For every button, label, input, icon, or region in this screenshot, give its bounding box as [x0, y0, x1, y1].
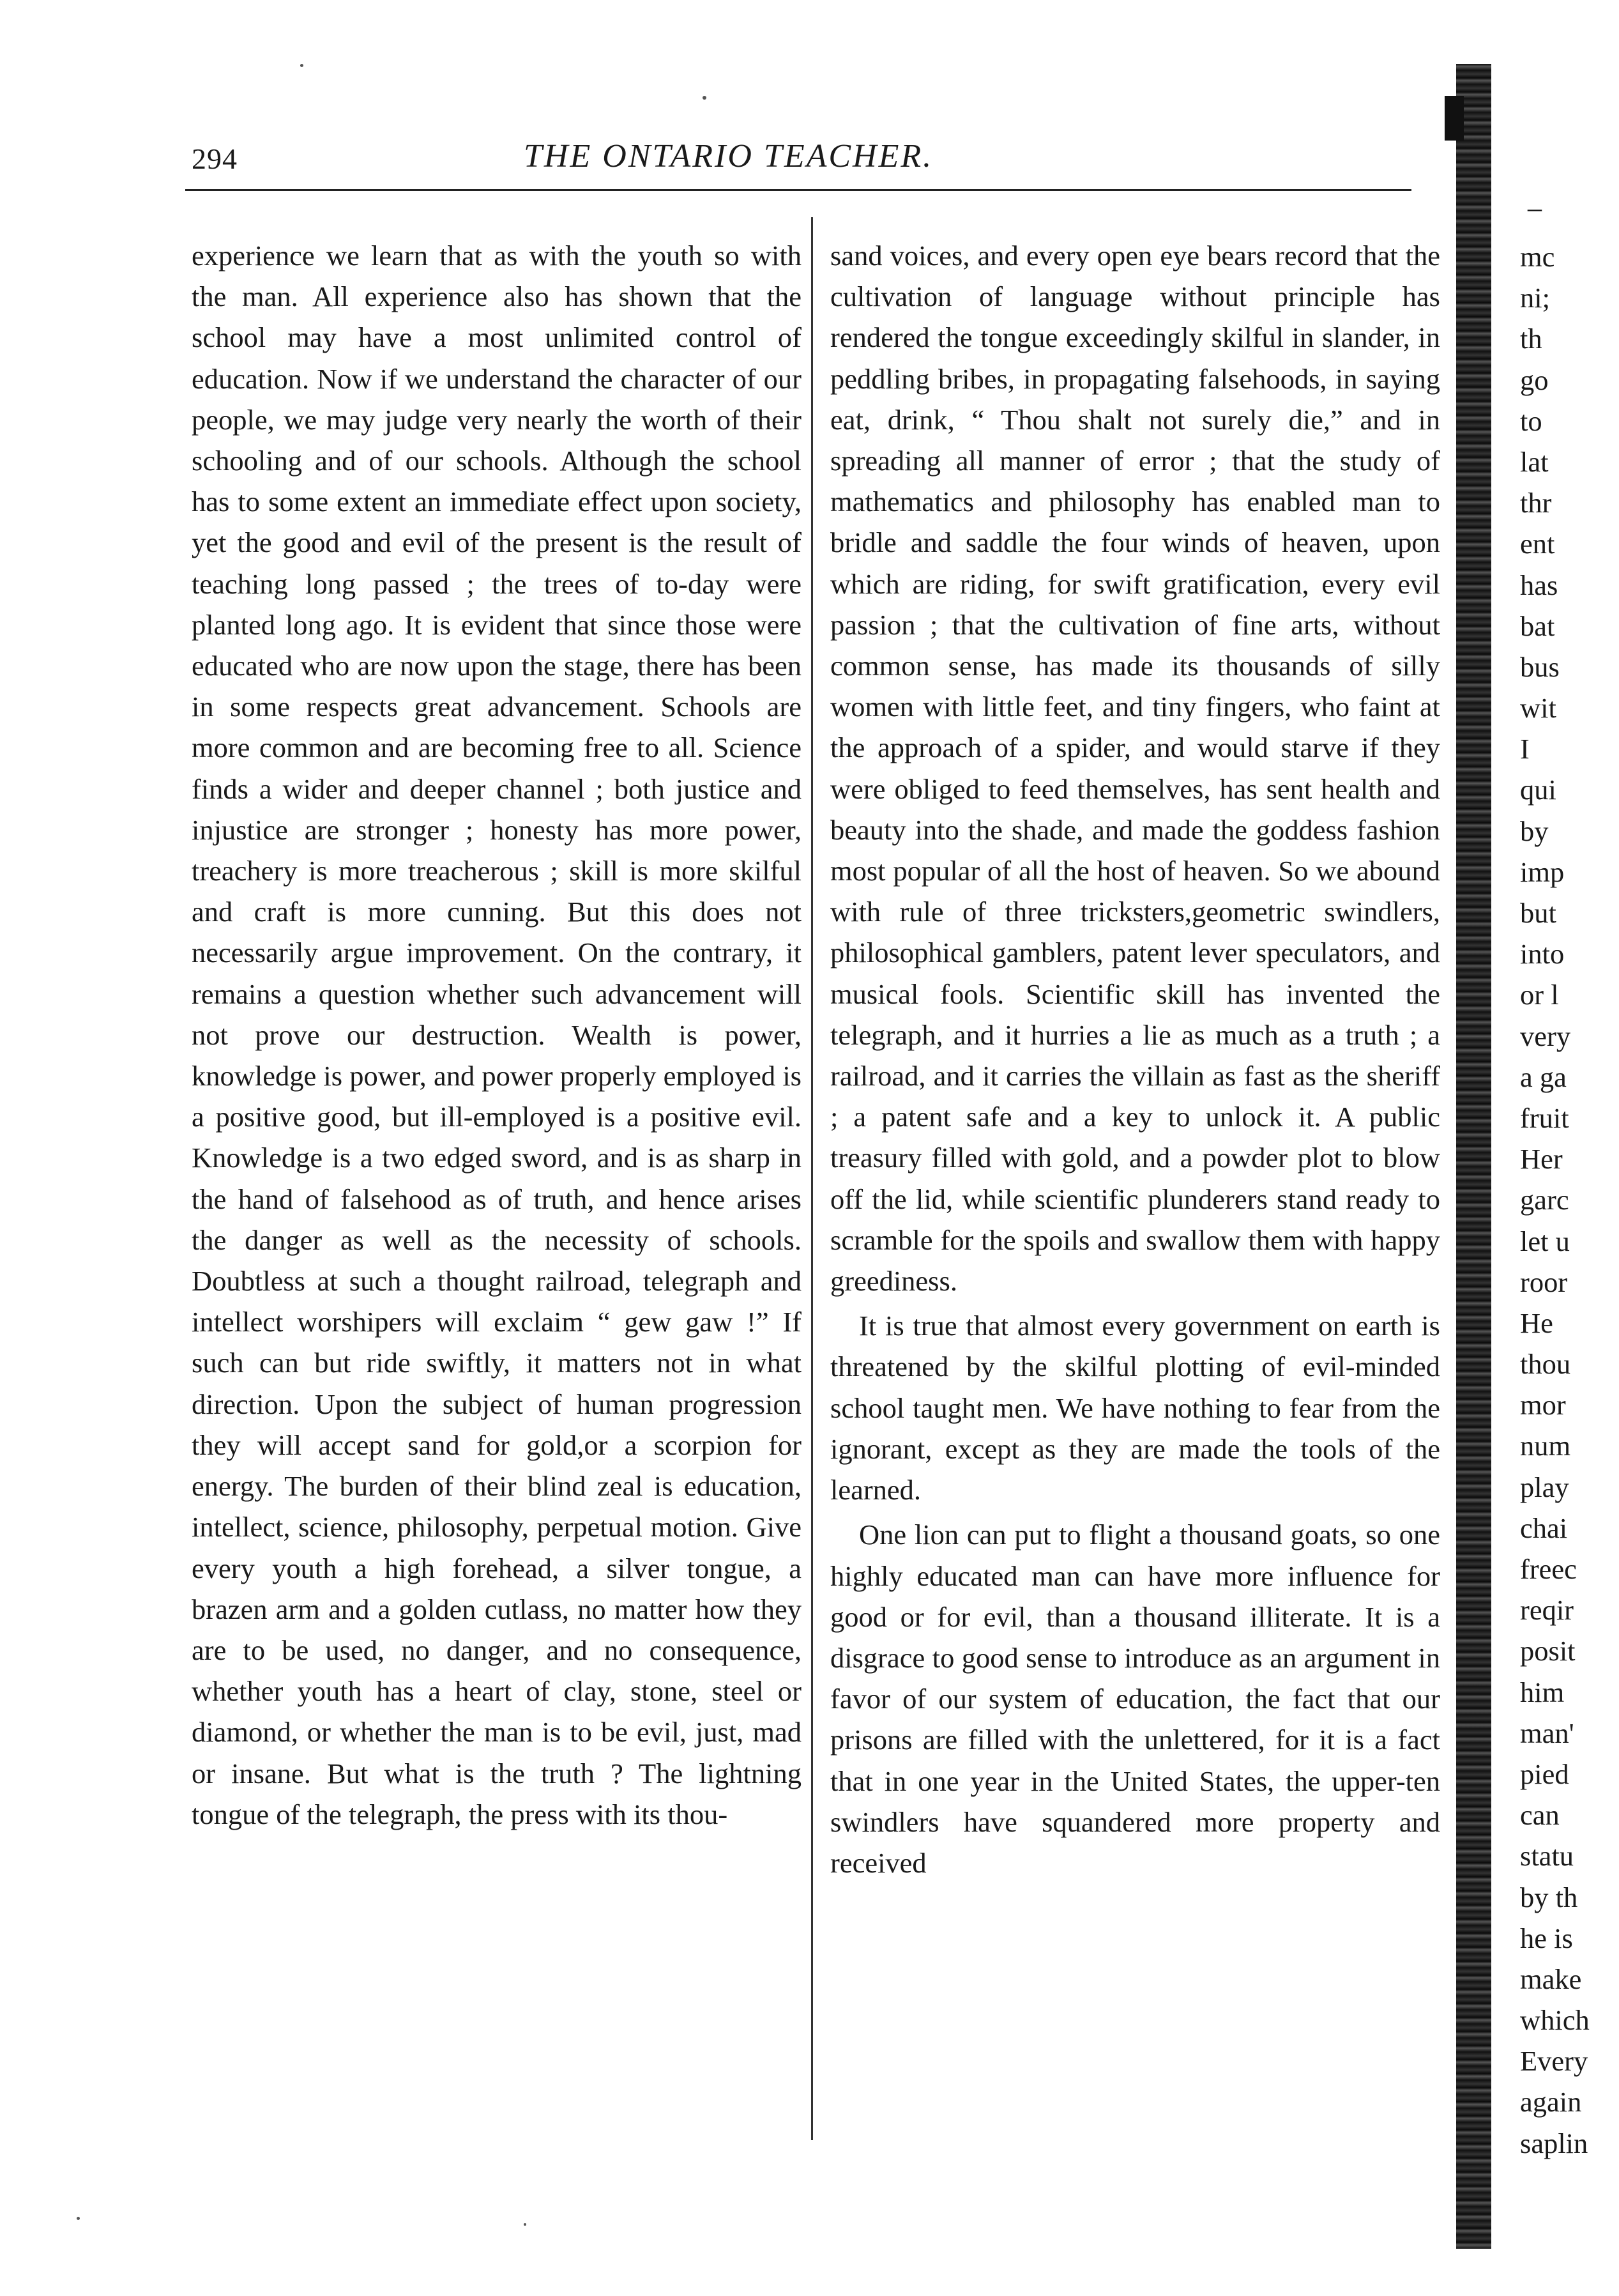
- fragment-line: pied: [1520, 1757, 1569, 1790]
- fragment-line: or l: [1520, 979, 1559, 1011]
- next-page-dash: –: [1528, 192, 1542, 224]
- binding-edge-strip: [1456, 0, 1491, 2296]
- fragment-line: to: [1520, 404, 1542, 437]
- fragment-line: wit: [1520, 692, 1556, 724]
- speck: [300, 64, 303, 67]
- fragment-line: Her: [1520, 1143, 1563, 1175]
- fragment-line: him: [1520, 1676, 1565, 1708]
- page-tab-mark: [1445, 96, 1464, 141]
- fragment-line: into: [1520, 938, 1565, 970]
- fragment-line: again: [1520, 2086, 1582, 2118]
- fragment-line: freec: [1520, 1553, 1577, 1585]
- fragment-line: let u: [1520, 1225, 1570, 1257]
- fragment-line: He: [1520, 1306, 1553, 1339]
- binding-edge-gap: [1455, 2249, 1493, 2296]
- right-paragraph: One lion can put to flight a thousand goats, so one highly educated man can have more influence for good or for evil, than a thousand illiterate. It is a disgrace to good sense to introduce as an argument in favor of our system of education, the fact that our prisons are filled with the unlettered, for it is a fact that in one year in the United States, the upper-ten swindlers have squandered more property and received: [830, 1519, 1440, 1879]
- fragment-line: saplin: [1520, 2127, 1588, 2159]
- header-rule: [185, 189, 1411, 191]
- speck: [703, 96, 706, 100]
- fragment-line: I: [1520, 733, 1530, 765]
- fragment-line: he is: [1520, 1922, 1573, 1954]
- fragment-line: statu: [1520, 1840, 1574, 1872]
- left-paragraph: experience we learn that as with the youth so with the man. All experience also has shown that the school may have a most unlimited control of education. Now if we understand the character of our people, we may judge very nearly the worth of their schooling and of our schools. Although the school has to some extent an immediate effect upon society, yet the good and evil of the present is the result of teaching long passed ; the trees of to-day were planted long ago. It is evident that since those were educated who are now upon the stage, there has been in some respects great advancement. Schools are more common and are becoming free to all. Science finds a wider and deeper channel ; both justice and injustice are stronger ; honesty has more power, treachery is more treacherous ; skill is more skilful and craft is more cunning. But this does not necessarily argue improvement. On the contrary, it remains a question whether such advancement will not prove our destruction. Wealth is power, knowledge is power, and power properly employed is a positive good, but ill-employed is a positive evil. Knowledge is a two edged sword, and is as sharp in the hand of falsehood as of truth, and hence arises the danger as well as the necessity of schools. Doubtless at such a thought railroad, telegraph and intellect worshipers will exclaim “ gew gaw !” If such can but ride swiftly, it matters not in what direction. Upon the subject of human progression they will accept sand for gold,or a scorpion for energy. The burden of their blind zeal is education, intellect, science, philosophy, perpetual motion. Give every youth a high forehead, a silver tongue, a brazen arm and a golden cutlass, no matter how they are to be used, no danger, and no consequence, whether youth has a heart of clay, stone, steel or diamond, or whether the man is to be evil, just, mad or insane. But what is the truth ? The lightning tongue of the telegraph, the press with its thou-: [192, 240, 802, 1830]
- page-number: 294: [192, 142, 238, 175]
- fragment-line: lat: [1520, 445, 1549, 478]
- fragment-line: man': [1520, 1717, 1574, 1749]
- fragment-line: imp: [1520, 855, 1565, 888]
- fragment-line: mor: [1520, 1389, 1566, 1421]
- fragment-line: by th: [1520, 1881, 1578, 1913]
- fragment-line: bus: [1520, 650, 1560, 683]
- fragment-line: bat: [1520, 609, 1555, 642]
- fragment-line: by: [1520, 815, 1549, 847]
- fragment-line: th: [1520, 323, 1542, 355]
- right-column: [830, 235, 1440, 1883]
- fragment-line: ni;: [1520, 282, 1550, 314]
- fragment-line: garc: [1520, 1184, 1569, 1216]
- column-divider: [811, 217, 813, 2140]
- fragment-line: qui: [1520, 774, 1556, 806]
- fragment-line: play: [1520, 1471, 1569, 1503]
- fragment-line: reqir: [1520, 1594, 1574, 1626]
- fragment-line: go: [1520, 364, 1549, 396]
- fragment-line: chai: [1520, 1512, 1568, 1544]
- fragment-line: fruit: [1520, 1101, 1569, 1134]
- fragment-line: which: [1520, 2004, 1590, 2037]
- fragment-line: mc: [1520, 241, 1555, 273]
- right-paragraph: It is true that almost every government on earth is threatened by the skilful plotting of evil-minded school taught men. We have nothing to fear from the ignorant, except as they are made the tools of the learned.: [830, 1310, 1440, 1506]
- fragment-line: very: [1520, 1020, 1571, 1052]
- fragment-line: Every: [1520, 2045, 1588, 2078]
- speck: [524, 2223, 526, 2226]
- fragment-line: a ga: [1520, 1060, 1567, 1093]
- fragment-line: thou: [1520, 1348, 1571, 1381]
- fragment-line: num: [1520, 1430, 1571, 1462]
- right-paragraph: sand voices, and every open eye bears record that the cultivation of language without principle has rendered the tongue exceedingly skilful in slander, in peddling bribes, in propagating falsehoods, in saying eat, drink, “ Thou shalt not surely die,” and in spreading all manner of error ; that the study of mathematics and philosophy has enabled man to bridle and saddle the four winds of heaven, upon which are riding, for swift gratification, every evil passion ; that the cultivation of fine arts, without common sense, has made its thousands of silly women with little feet, and tiny fingers, who faint at the approach of a spider, and would starve if they were obliged to feed themselves, has sent health and beauty into the shade, and made the goddess fashion most popular of all the host of heaven. So we abound with rule of three tricksters,geometric swindlers, philosophical gamblers, patent lever speculators, and musical fools. Scientific skill has invented the telegraph, and it hurries a lie as much as a truth ; a railroad, and it carries the villain as fast as the sheriff ; a patent safe and a key to unlock it. A public treasury filled with gold, and a powder plot to blow off the lid, while scientific plunderers stand ready to scramble for the spoils and swallow them with happy greediness.: [830, 240, 1440, 1297]
- fragment-line: ent: [1520, 528, 1555, 560]
- running-head: THE ONTARIO TEACHER.: [524, 138, 934, 174]
- fragment-line: make: [1520, 1963, 1582, 1995]
- fragment-line: roor: [1520, 1266, 1568, 1298]
- fragment-line: posit: [1520, 1635, 1576, 1667]
- next-page-column: [1520, 236, 1619, 2164]
- fragment-line: has: [1520, 569, 1558, 601]
- fragment-line: but: [1520, 897, 1556, 929]
- binding-edge-gap: [1455, 0, 1493, 64]
- fragment-line: can: [1520, 1799, 1560, 1832]
- left-column: [192, 235, 802, 1835]
- fragment-line: thr: [1520, 487, 1552, 519]
- speck: [77, 2217, 80, 2220]
